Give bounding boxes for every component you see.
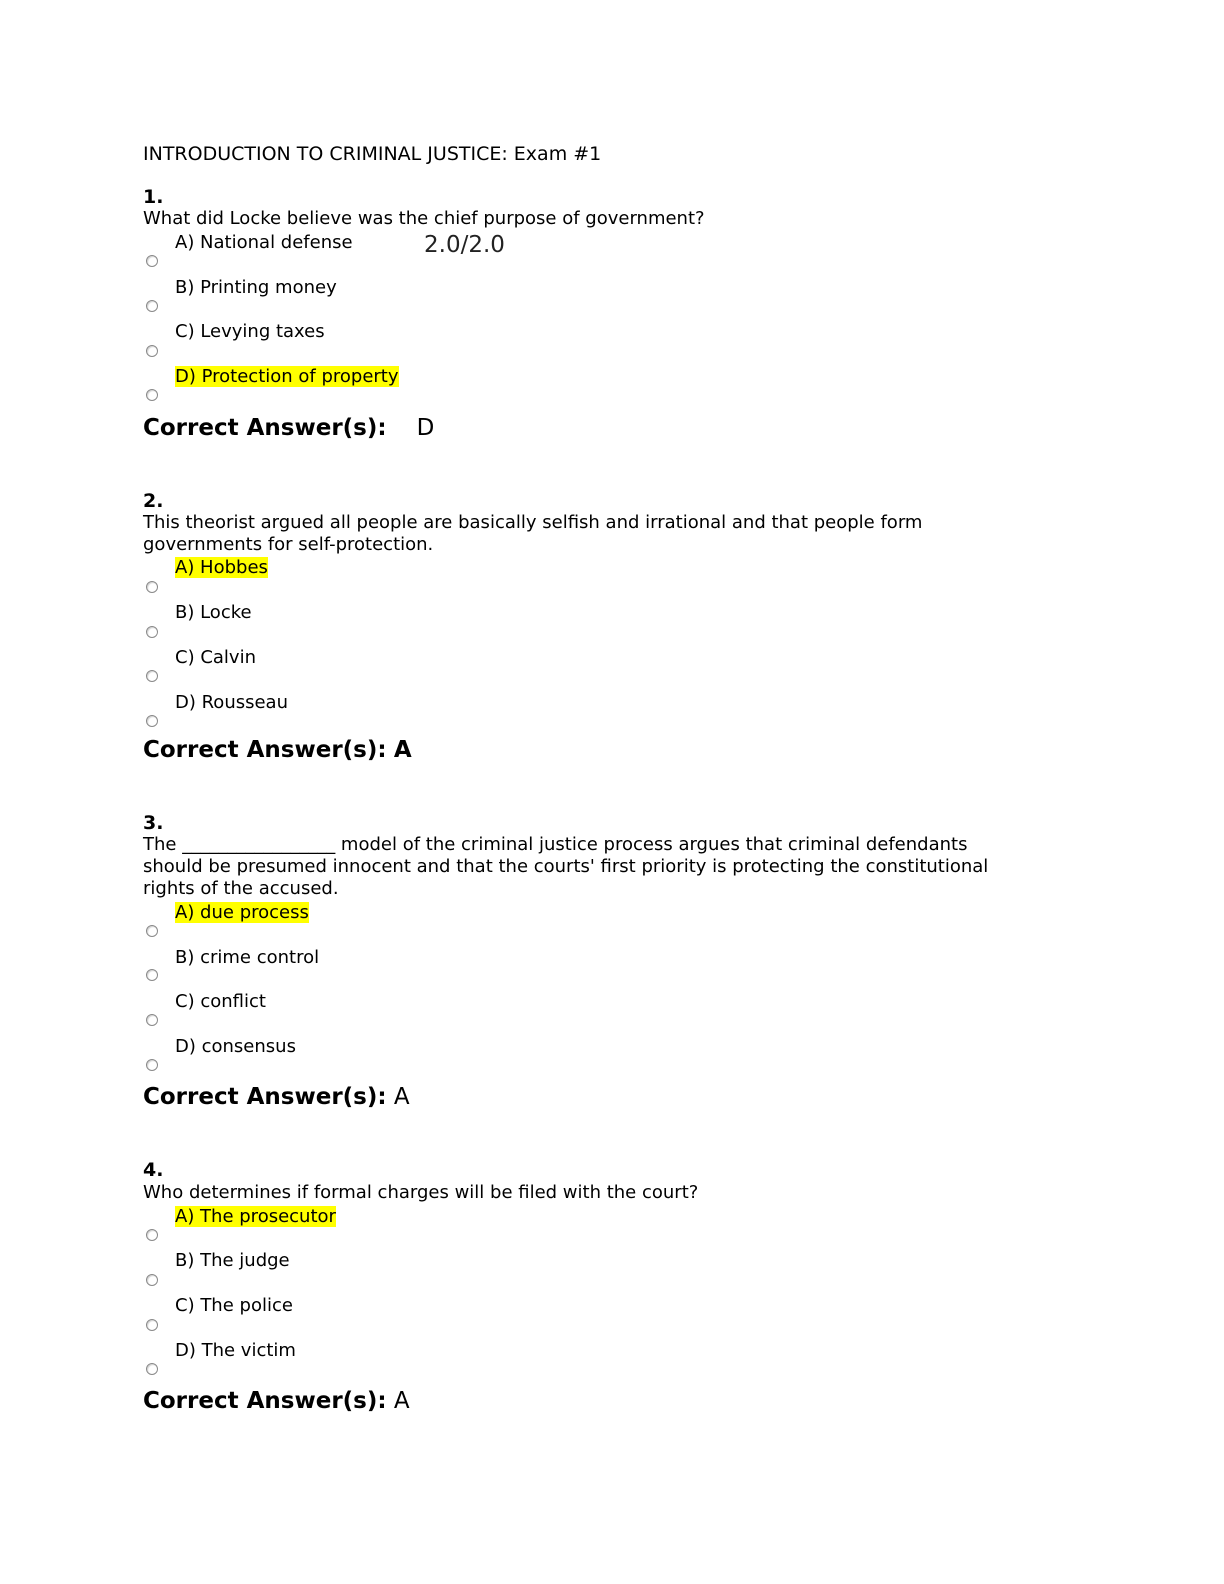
question-4-radio-c[interactable] bbox=[146, 1319, 158, 1331]
question-1-option-b: B) Printing money bbox=[175, 277, 337, 298]
question-3-correct-answer bbox=[143, 1084, 410, 1110]
question-3-option-c: C) conflict bbox=[175, 991, 266, 1012]
question-4-answer-label: Correct Answer(s): bbox=[143, 1388, 387, 1414]
question-3-radio-c[interactable] bbox=[146, 1014, 158, 1026]
question-2-option-d: D) Rousseau bbox=[175, 692, 288, 713]
question-1-text: What did Locke believe was the chief purpose of government? bbox=[143, 208, 705, 229]
question-4-option-b: B) The judge bbox=[175, 1250, 290, 1271]
question-4-option-a bbox=[175, 1206, 336, 1228]
question-4-text: Who determines if formal charges will be filed with the court? bbox=[143, 1182, 699, 1203]
question-1-answer-label: Correct Answer(s): bbox=[143, 415, 387, 441]
question-2-option-a bbox=[175, 557, 268, 579]
question-3-answer-label: Correct Answer(s): bbox=[143, 1084, 387, 1110]
question-2-radio-a[interactable] bbox=[146, 581, 158, 593]
question-2-radio-b[interactable] bbox=[146, 626, 158, 638]
question-1-answer-value: D bbox=[416, 415, 435, 441]
question-1-score: 2.0/2.0 bbox=[424, 232, 505, 258]
question-3-option-b: B) crime control bbox=[175, 947, 320, 968]
question-3-radio-d[interactable] bbox=[146, 1059, 158, 1071]
question-2-radio-c[interactable] bbox=[146, 670, 158, 682]
question-3-text-line-3: rights of the accused. bbox=[143, 878, 339, 899]
question-2-correct-answer bbox=[143, 737, 412, 763]
question-1-option-d-highlight: D) Protection of property bbox=[175, 366, 399, 387]
question-4-option-c: C) The police bbox=[175, 1295, 293, 1316]
question-3-option-d: D) consensus bbox=[175, 1036, 296, 1057]
question-2-text-line-2: governments for self-protection. bbox=[143, 534, 434, 555]
question-2-answer-value: A bbox=[393, 737, 412, 763]
question-2-option-a-highlight: A) Hobbes bbox=[175, 557, 268, 578]
question-2-number: 2. bbox=[143, 490, 164, 512]
question-2-answer-label: Correct Answer(s): bbox=[143, 737, 387, 763]
question-2-option-c: C) Calvin bbox=[175, 647, 256, 668]
question-3-answer-value: A bbox=[393, 1084, 410, 1110]
question-2-option-b: B) Locke bbox=[175, 602, 252, 623]
question-4-correct-answer bbox=[143, 1388, 410, 1414]
question-2-text-line-1: This theorist argued all people are basically selfish and irrational and that people form bbox=[143, 512, 923, 533]
exam-title: INTRODUCTION TO CRIMINAL JUSTICE: Exam #1 bbox=[143, 143, 602, 165]
question-4-number: 4. bbox=[143, 1159, 164, 1181]
question-1-number: 1. bbox=[143, 186, 164, 208]
question-4-radio-a[interactable] bbox=[146, 1229, 158, 1241]
question-3-radio-b[interactable] bbox=[146, 969, 158, 981]
question-4-option-d: D) The victim bbox=[175, 1340, 296, 1361]
question-1-option-c: C) Levying taxes bbox=[175, 321, 325, 342]
question-1-radio-c[interactable] bbox=[146, 345, 158, 357]
question-3-radio-a[interactable] bbox=[146, 925, 158, 937]
question-3-number: 3. bbox=[143, 812, 164, 834]
question-1-radio-d[interactable] bbox=[146, 389, 158, 401]
question-4-option-a-highlight: A) The prosecutor bbox=[175, 1206, 336, 1227]
question-1-radio-b[interactable] bbox=[146, 300, 158, 312]
question-1-option-a: A) National defense bbox=[175, 232, 353, 253]
question-3-option-a-highlight: A) due process bbox=[175, 902, 309, 923]
question-1-correct-answer bbox=[143, 415, 434, 441]
question-4-radio-b[interactable] bbox=[146, 1274, 158, 1286]
question-3-text-line-2: should be presumed innocent and that the courts' first priority is protecting the constitutional bbox=[143, 856, 989, 877]
question-4-radio-d[interactable] bbox=[146, 1363, 158, 1375]
question-3-text-line-1: The _________________ model of the criminal justice process argues that criminal defendants bbox=[143, 834, 968, 855]
question-2-radio-d[interactable] bbox=[146, 715, 158, 727]
question-4-answer-value: A bbox=[393, 1388, 410, 1414]
question-3-option-a bbox=[175, 902, 309, 924]
question-1-option-d bbox=[175, 366, 399, 388]
question-1-radio-a[interactable] bbox=[146, 255, 158, 267]
